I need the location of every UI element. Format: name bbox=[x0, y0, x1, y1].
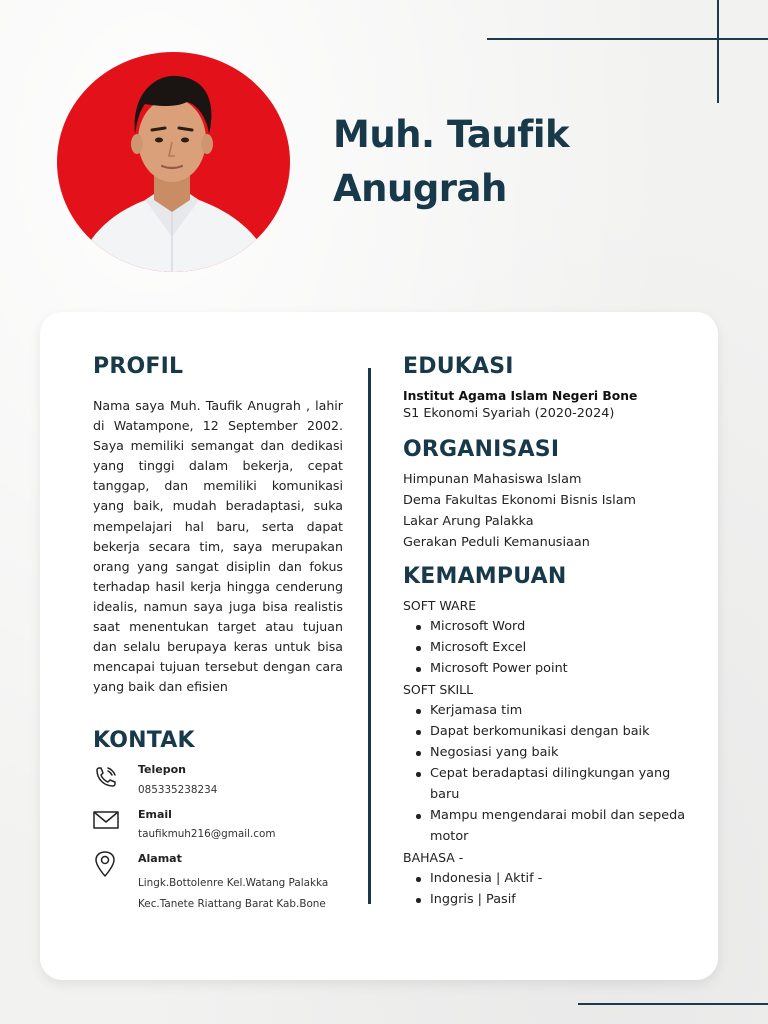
software-item: Microsoft Excel bbox=[403, 637, 695, 658]
organization-heading: ORGANISASI bbox=[403, 437, 560, 462]
softskill-item: Mampu mengendarai mobil dan sepeda motor bbox=[403, 805, 695, 847]
organization-list bbox=[403, 469, 636, 553]
softskill-item: Kerjamasa tim bbox=[403, 700, 695, 721]
address-line-2: Kec.Tanete Riattang Barat Kab.Bone bbox=[138, 898, 326, 910]
mail-icon bbox=[92, 806, 120, 834]
decorative-line-bottom bbox=[578, 1003, 768, 1005]
language-item: Inggris | Pasif bbox=[403, 889, 695, 910]
software-list bbox=[403, 616, 703, 679]
profile-photo bbox=[57, 52, 290, 272]
email-label: Email bbox=[138, 808, 172, 821]
column-divider bbox=[368, 368, 371, 904]
softskill-item: Dapat berkomunikasi dengan baik bbox=[403, 721, 695, 742]
profile-heading: PROFIL bbox=[93, 354, 184, 379]
skills-section bbox=[403, 595, 703, 910]
education-program: S1 Ekonomi Syariah (2020-2024) bbox=[403, 406, 615, 421]
address-line-1: Lingk.Bottolenre Kel.Watang Palakka bbox=[138, 877, 329, 889]
organization-item: Lakar Arung Palakka bbox=[403, 514, 534, 529]
profile-text: Nama saya Muh. Taufik Anugrah , lahir di Watampone, 12 September 2002. Saya memiliki semangat dan dedikasi yang tinggi dalam bekerja, cepat tanggap, dan memiliki komunikasi yang baik, mudah beradaptasi, suka mempelajari hal baru, serta dapat bekerja secara tim, saya merupakan orang yang sangat disiplin dan fokus terhadap hasil kerja hingga cenderung idealis, namun saya juga bisa realistis saat menentukan target atau tujuan dan selalu berupaya keras untuk bisa mencapai tujuan tersebut dengan cara yang baik dan efisien bbox=[93, 398, 343, 695]
phone-value[interactable]: 085335238234 bbox=[138, 784, 218, 796]
softskill-label: SOFT SKILL bbox=[403, 682, 474, 697]
software-item: Microsoft Word bbox=[403, 616, 695, 637]
address-label: Alamat bbox=[138, 852, 182, 865]
name-line-2: Anugrah bbox=[333, 167, 507, 210]
education-heading: EDUKASI bbox=[403, 354, 514, 379]
language-item: Indonesia | Aktif - bbox=[403, 868, 695, 889]
name-line-1: Muh. Taufik bbox=[333, 113, 570, 156]
education-institution: Institut Agama Islam Negeri Bone bbox=[403, 389, 638, 403]
phone-label: Telepon bbox=[138, 763, 186, 776]
organization-item: Himpunan Mahasiswa Islam bbox=[403, 472, 582, 487]
full-name bbox=[333, 108, 713, 216]
software-item: Microsoft Power point bbox=[403, 658, 695, 679]
organization-item: Dema Fakultas Ekonomi Bisnis Islam bbox=[403, 493, 637, 508]
phone-icon bbox=[92, 764, 120, 792]
skills-heading: KEMAMPUAN bbox=[403, 564, 567, 589]
location-pin-icon bbox=[91, 850, 119, 878]
language-list bbox=[403, 868, 703, 910]
organization-item: Gerakan Peduli Kemanusiaan bbox=[403, 535, 590, 550]
softskill-item: Cepat beradaptasi dilingkungan yang baru bbox=[403, 763, 695, 805]
softskill-item: Negosiasi yang baik bbox=[403, 742, 695, 763]
decorative-line-top bbox=[487, 38, 768, 40]
softskill-list bbox=[403, 700, 703, 847]
decorative-line-vertical bbox=[717, 0, 719, 103]
software-label: SOFT WARE bbox=[403, 598, 477, 613]
email-value[interactable]: taufikmuh216@gmail.com bbox=[138, 828, 276, 840]
language-label: BAHASA - bbox=[403, 850, 464, 865]
contact-heading: KONTAK bbox=[93, 728, 195, 753]
